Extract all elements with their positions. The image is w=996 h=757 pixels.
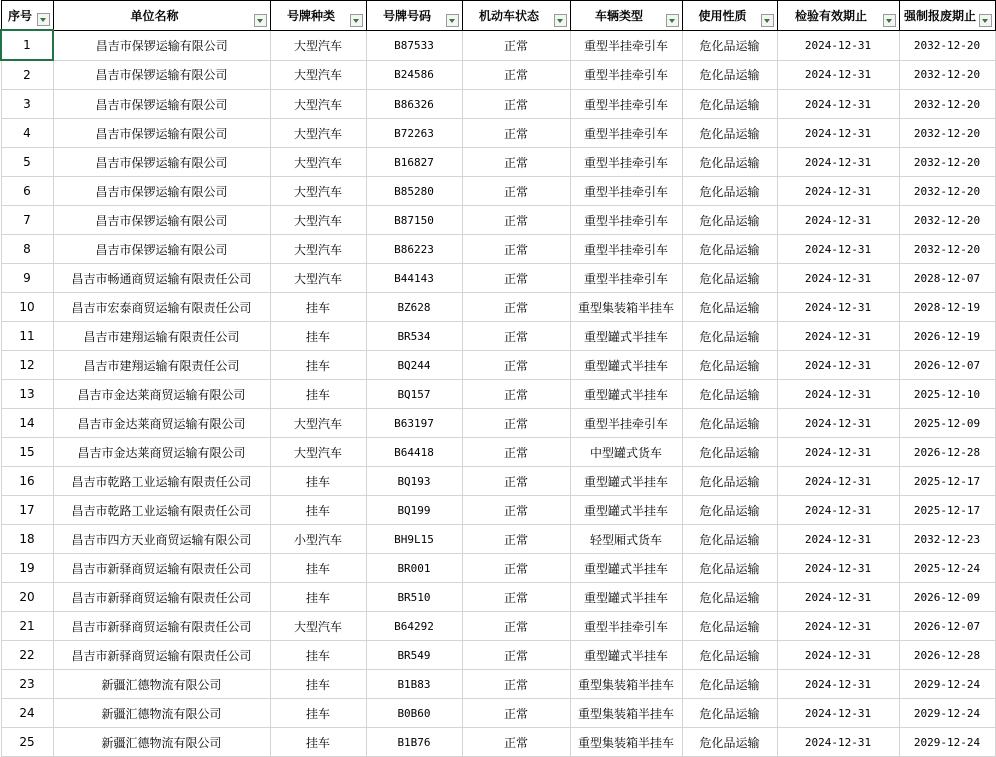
cell-plate-number[interactable]: B1B76	[366, 728, 462, 757]
cell-status[interactable]: 正常	[462, 496, 570, 525]
table-row	[1, 438, 995, 467]
column-header-label: 号牌号码	[382, 8, 431, 23]
cell-scrap-deadline[interactable]: 2032-12-20	[899, 119, 995, 148]
table-row	[1, 177, 995, 206]
cell-plate-type[interactable]: 大型汽车	[270, 264, 366, 293]
cell-inspection-expiry[interactable]: 2024-12-31	[777, 496, 899, 525]
cell-inspection-expiry[interactable]: 2024-12-31	[777, 322, 899, 351]
cell-inspection-expiry[interactable]: 2024-12-31	[777, 30, 899, 60]
cell-plate-number[interactable]: BZ628	[366, 293, 462, 322]
cell-scrap-deadline[interactable]: 2028-12-07	[899, 264, 995, 293]
table-row	[1, 90, 995, 119]
cell-usage[interactable]: 危化品运输	[682, 670, 777, 699]
cell-status[interactable]: 正常	[462, 409, 570, 438]
cell-status[interactable]: 正常	[462, 699, 570, 728]
cell-inspection-expiry[interactable]: 2024-12-31	[777, 554, 899, 583]
cell-usage[interactable]: 危化品运输	[682, 583, 777, 612]
cell-inspection-expiry[interactable]: 2024-12-31	[777, 467, 899, 496]
cell-usage[interactable]: 危化品运输	[682, 322, 777, 351]
cell-status[interactable]: 正常	[462, 467, 570, 496]
cell-usage[interactable]: 危化品运输	[682, 641, 777, 670]
table-row	[1, 206, 995, 235]
cell-company[interactable]: 昌吉市畅通商贸运输有限责任公司	[53, 264, 270, 293]
cell-plate-number[interactable]: BR510	[366, 583, 462, 612]
cell-plate-type[interactable]: 大型汽车	[270, 409, 366, 438]
cell-vehicle-type[interactable]: 重型半挂牵引车	[570, 206, 682, 235]
cell-inspection-expiry[interactable]: 2024-12-31	[777, 525, 899, 554]
cell-inspection-expiry[interactable]: 2024-12-31	[777, 293, 899, 322]
cell-company[interactable]: 昌吉市保锣运输有限公司	[53, 206, 270, 235]
cell-inspection-expiry[interactable]: 2024-12-31	[777, 380, 899, 409]
filter-dropdown-icon[interactable]	[350, 14, 363, 27]
cell-vehicle-type[interactable]: 重型罐式半挂车	[570, 351, 682, 380]
cell-seq[interactable]: 21	[1, 612, 53, 641]
cell-vehicle-type[interactable]: 重型罐式半挂车	[570, 380, 682, 409]
cell-plate-number[interactable]: BQ157	[366, 380, 462, 409]
table-row	[1, 641, 995, 670]
cell-seq[interactable]: 3	[1, 90, 53, 119]
cell-company[interactable]: 昌吉市乾路工业运输有限责任公司	[53, 467, 270, 496]
cell-status[interactable]: 正常	[462, 177, 570, 206]
cell-vehicle-type[interactable]: 重型半挂牵引车	[570, 148, 682, 177]
cell-plate-type[interactable]: 大型汽车	[270, 235, 366, 264]
column-header-scrap-deadline[interactable]	[899, 1, 995, 31]
cell-inspection-expiry[interactable]: 2024-12-31	[777, 583, 899, 612]
cell-seq[interactable]: 18	[1, 525, 53, 554]
cell-plate-type[interactable]: 大型汽车	[270, 612, 366, 641]
cell-vehicle-type[interactable]: 重型半挂牵引车	[570, 264, 682, 293]
filter-dropdown-icon[interactable]	[761, 14, 774, 27]
column-header-label: 号牌种类	[286, 8, 335, 23]
cell-company[interactable]: 新疆汇德物流有限公司	[53, 670, 270, 699]
cell-scrap-deadline[interactable]: 2032-12-20	[899, 177, 995, 206]
cell-plate-number[interactable]: B85280	[366, 177, 462, 206]
cell-vehicle-type[interactable]: 重型半挂牵引车	[570, 119, 682, 148]
cell-status[interactable]: 正常	[462, 90, 570, 119]
column-header-company[interactable]	[53, 1, 270, 31]
cell-company[interactable]: 昌吉市新驿商贸运输有限责任公司	[53, 612, 270, 641]
cell-plate-type[interactable]: 挂车	[270, 380, 366, 409]
table-row	[1, 467, 995, 496]
cell-plate-type[interactable]: 大型汽车	[270, 438, 366, 467]
cell-plate-type[interactable]: 挂车	[270, 496, 366, 525]
cell-vehicle-type[interactable]: 重型集装箱半挂车	[570, 293, 682, 322]
table-row	[1, 351, 995, 380]
cell-scrap-deadline[interactable]: 2032-12-23	[899, 525, 995, 554]
cell-scrap-deadline[interactable]: 2032-12-20	[899, 235, 995, 264]
cell-usage[interactable]: 危化品运输	[682, 90, 777, 119]
cell-vehicle-type[interactable]: 轻型厢式货车	[570, 525, 682, 554]
cell-usage[interactable]: 危化品运输	[682, 235, 777, 264]
cell-vehicle-type[interactable]: 重型罐式半挂车	[570, 322, 682, 351]
cell-scrap-deadline[interactable]: 2026-12-28	[899, 641, 995, 670]
cell-usage[interactable]: 危化品运输	[682, 409, 777, 438]
cell-company[interactable]: 昌吉市保锣运输有限公司	[53, 148, 270, 177]
cell-plate-number[interactable]: B64292	[366, 612, 462, 641]
header-row	[1, 1, 995, 31]
cell-plate-number[interactable]: BR534	[366, 322, 462, 351]
cell-vehicle-type[interactable]: 重型罐式半挂车	[570, 583, 682, 612]
table-row	[1, 60, 995, 90]
column-header-plate-type[interactable]	[270, 1, 366, 31]
cell-status[interactable]: 正常	[462, 380, 570, 409]
cell-inspection-expiry[interactable]: 2024-12-31	[777, 351, 899, 380]
cell-plate-type[interactable]: 大型汽车	[270, 148, 366, 177]
cell-scrap-deadline[interactable]: 2026-12-28	[899, 438, 995, 467]
cell-plate-number[interactable]: B0B60	[366, 699, 462, 728]
cell-scrap-deadline[interactable]: 2032-12-20	[899, 148, 995, 177]
cell-seq[interactable]: 8	[1, 235, 53, 264]
table-row	[1, 554, 995, 583]
cell-plate-type[interactable]: 大型汽车	[270, 90, 366, 119]
cell-company[interactable]: 昌吉市建翔运输有限责任公司	[53, 351, 270, 380]
cell-company[interactable]: 昌吉市四方天业商贸运输有限公司	[53, 525, 270, 554]
column-header-vehicle-type[interactable]	[570, 1, 682, 31]
cell-vehicle-type[interactable]: 重型半挂牵引车	[570, 30, 682, 60]
cell-plate-type[interactable]: 挂车	[270, 583, 366, 612]
cell-plate-type[interactable]: 挂车	[270, 351, 366, 380]
filter-dropdown-icon[interactable]	[446, 14, 459, 27]
cell-plate-number[interactable]: BQ193	[366, 467, 462, 496]
cell-plate-number[interactable]: BR001	[366, 554, 462, 583]
cell-plate-number[interactable]: B86326	[366, 90, 462, 119]
cell-seq[interactable]: 13	[1, 380, 53, 409]
cell-usage[interactable]: 危化品运输	[682, 496, 777, 525]
cell-scrap-deadline[interactable]: 2029-12-24	[899, 670, 995, 699]
cell-usage[interactable]: 危化品运输	[682, 264, 777, 293]
column-header-label: 使用性质	[698, 8, 747, 23]
table-row	[1, 409, 995, 438]
cell-status[interactable]: 正常	[462, 554, 570, 583]
cell-usage[interactable]: 危化品运输	[682, 206, 777, 235]
cell-company[interactable]: 新疆汇德物流有限公司	[53, 728, 270, 757]
cell-status[interactable]: 正常	[462, 728, 570, 757]
cell-inspection-expiry[interactable]: 2024-12-31	[777, 641, 899, 670]
cell-scrap-deadline[interactable]: 2032-12-20	[899, 30, 995, 60]
cell-scrap-deadline[interactable]: 2026-12-09	[899, 583, 995, 612]
cell-usage[interactable]: 危化品运输	[682, 467, 777, 496]
cell-vehicle-type[interactable]: 重型半挂牵引车	[570, 409, 682, 438]
cell-plate-number[interactable]: B72263	[366, 119, 462, 148]
table-body	[1, 30, 995, 757]
cell-plate-type[interactable]: 大型汽车	[270, 206, 366, 235]
cell-inspection-expiry[interactable]: 2024-12-31	[777, 206, 899, 235]
table-row	[1, 293, 995, 322]
cell-inspection-expiry[interactable]: 2024-12-31	[777, 90, 899, 119]
cell-plate-number[interactable]: B44143	[366, 264, 462, 293]
cell-inspection-expiry[interactable]: 2024-12-31	[777, 670, 899, 699]
cell-inspection-expiry[interactable]: 2024-12-31	[777, 409, 899, 438]
column-header-label: 机动车状态	[478, 8, 539, 23]
cell-plate-type[interactable]: 挂车	[270, 641, 366, 670]
cell-plate-number[interactable]: B87150	[366, 206, 462, 235]
cell-usage[interactable]: 危化品运输	[682, 612, 777, 641]
cell-usage[interactable]: 危化品运输	[682, 30, 777, 60]
column-header-label: 车辆类型	[594, 8, 643, 23]
cell-inspection-expiry[interactable]: 2024-12-31	[777, 438, 899, 467]
cell-plate-type[interactable]: 大型汽车	[270, 177, 366, 206]
cell-usage[interactable]: 危化品运输	[682, 60, 777, 90]
cell-seq[interactable]: 24	[1, 699, 53, 728]
cell-status[interactable]: 正常	[462, 30, 570, 60]
cell-plate-number[interactable]: BQ199	[366, 496, 462, 525]
cell-company[interactable]: 昌吉市乾路工业运输有限责任公司	[53, 496, 270, 525]
cell-status[interactable]: 正常	[462, 264, 570, 293]
filter-dropdown-icon[interactable]	[883, 14, 896, 27]
cell-plate-number[interactable]: B24586	[366, 60, 462, 90]
column-header-seq[interactable]	[1, 1, 53, 31]
cell-plate-type[interactable]: 挂车	[270, 467, 366, 496]
cell-seq[interactable]: 1	[1, 30, 53, 60]
column-header-inspection-expiry[interactable]	[777, 1, 899, 31]
cell-plate-number[interactable]: BR549	[366, 641, 462, 670]
cell-plate-type[interactable]: 大型汽车	[270, 119, 366, 148]
table-row	[1, 380, 995, 409]
column-header-status[interactable]	[462, 1, 570, 31]
cell-plate-type[interactable]: 挂车	[270, 728, 366, 757]
cell-inspection-expiry[interactable]: 2024-12-31	[777, 177, 899, 206]
cell-inspection-expiry[interactable]: 2024-12-31	[777, 699, 899, 728]
cell-usage[interactable]: 危化品运输	[682, 438, 777, 467]
cell-plate-type[interactable]: 大型汽车	[270, 30, 366, 60]
cell-company[interactable]: 昌吉市金达莱商贸运输有限公司	[53, 438, 270, 467]
cell-seq[interactable]: 10	[1, 293, 53, 322]
table-row	[1, 235, 995, 264]
cell-company[interactable]: 昌吉市建翔运输有限责任公司	[53, 322, 270, 351]
column-header-label: 检验有效期止	[794, 8, 867, 23]
cell-status[interactable]: 正常	[462, 119, 570, 148]
cell-plate-type[interactable]: 挂车	[270, 293, 366, 322]
cell-vehicle-type[interactable]: 重型集装箱半挂车	[570, 670, 682, 699]
cell-vehicle-type[interactable]: 重型半挂牵引车	[570, 90, 682, 119]
table-row	[1, 119, 995, 148]
table-row	[1, 525, 995, 554]
cell-inspection-expiry[interactable]: 2024-12-31	[777, 612, 899, 641]
cell-vehicle-type[interactable]: 重型半挂牵引车	[570, 177, 682, 206]
cell-seq[interactable]: 4	[1, 119, 53, 148]
column-header-label: 序号	[7, 8, 32, 23]
cell-plate-number[interactable]: BQ244	[366, 351, 462, 380]
table-row	[1, 264, 995, 293]
cell-scrap-deadline[interactable]: 2032-12-20	[899, 206, 995, 235]
cell-company[interactable]: 昌吉市新驿商贸运输有限责任公司	[53, 641, 270, 670]
cell-vehicle-type[interactable]: 重型罐式半挂车	[570, 554, 682, 583]
cell-inspection-expiry[interactable]: 2024-12-31	[777, 119, 899, 148]
cell-plate-number[interactable]: B87533	[366, 30, 462, 60]
cell-status[interactable]: 正常	[462, 206, 570, 235]
cell-seq[interactable]: 6	[1, 177, 53, 206]
cell-status[interactable]: 正常	[462, 148, 570, 177]
cell-plate-number[interactable]: BH9L15	[366, 525, 462, 554]
cell-seq[interactable]: 25	[1, 728, 53, 757]
cell-seq[interactable]: 2	[1, 60, 53, 90]
filter-dropdown-icon[interactable]	[666, 14, 679, 27]
cell-plate-number[interactable]: B86223	[366, 235, 462, 264]
cell-company[interactable]: 昌吉市新驿商贸运输有限责任公司	[53, 554, 270, 583]
filter-dropdown-icon[interactable]	[554, 14, 567, 27]
cell-vehicle-type[interactable]: 重型罐式半挂车	[570, 496, 682, 525]
cell-company[interactable]: 昌吉市保锣运输有限公司	[53, 90, 270, 119]
table-row	[1, 670, 995, 699]
cell-usage[interactable]: 危化品运输	[682, 351, 777, 380]
cell-scrap-deadline[interactable]: 2025-12-17	[899, 496, 995, 525]
table-row	[1, 30, 995, 60]
cell-seq[interactable]: 22	[1, 641, 53, 670]
cell-inspection-expiry[interactable]: 2024-12-31	[777, 60, 899, 90]
cell-status[interactable]: 正常	[462, 612, 570, 641]
cell-scrap-deadline[interactable]: 2025-12-10	[899, 380, 995, 409]
cell-status[interactable]: 正常	[462, 235, 570, 264]
filter-dropdown-icon[interactable]	[979, 14, 992, 27]
table-row	[1, 699, 995, 728]
cell-status[interactable]: 正常	[462, 525, 570, 554]
cell-plate-type[interactable]: 小型汽车	[270, 525, 366, 554]
cell-company[interactable]: 昌吉市金达莱商贸运输有限公司	[53, 380, 270, 409]
cell-seq[interactable]: 11	[1, 322, 53, 351]
table-row	[1, 583, 995, 612]
column-header-label: 强制报废期止	[903, 8, 976, 23]
table-row	[1, 148, 995, 177]
cell-usage[interactable]: 危化品运输	[682, 728, 777, 757]
cell-seq[interactable]: 19	[1, 554, 53, 583]
column-header-plate-number[interactable]	[366, 1, 462, 31]
cell-seq[interactable]: 17	[1, 496, 53, 525]
cell-seq[interactable]: 5	[1, 148, 53, 177]
cell-seq[interactable]: 14	[1, 409, 53, 438]
cell-status[interactable]: 正常	[462, 641, 570, 670]
cell-seq[interactable]: 12	[1, 351, 53, 380]
cell-inspection-expiry[interactable]: 2024-12-31	[777, 148, 899, 177]
cell-vehicle-type[interactable]: 重型集装箱半挂车	[570, 699, 682, 728]
cell-usage[interactable]: 危化品运输	[682, 177, 777, 206]
cell-scrap-deadline[interactable]: 2032-12-20	[899, 60, 995, 90]
cell-seq[interactable]: 20	[1, 583, 53, 612]
cell-vehicle-type[interactable]: 重型罐式半挂车	[570, 467, 682, 496]
cell-plate-type[interactable]: 挂车	[270, 554, 366, 583]
cell-company[interactable]: 昌吉市保锣运输有限公司	[53, 177, 270, 206]
cell-inspection-expiry[interactable]: 2024-12-31	[777, 728, 899, 757]
cell-seq[interactable]: 15	[1, 438, 53, 467]
cell-company[interactable]: 昌吉市新驿商贸运输有限责任公司	[53, 583, 270, 612]
cell-usage[interactable]: 危化品运输	[682, 525, 777, 554]
cell-status[interactable]: 正常	[462, 322, 570, 351]
column-header-usage[interactable]	[682, 1, 777, 31]
cell-plate-type[interactable]: 挂车	[270, 670, 366, 699]
cell-company[interactable]: 新疆汇德物流有限公司	[53, 699, 270, 728]
cell-company[interactable]: 昌吉市保锣运输有限公司	[53, 60, 270, 90]
table-row	[1, 728, 995, 757]
cell-scrap-deadline[interactable]: 2029-12-24	[899, 699, 995, 728]
cell-vehicle-type[interactable]: 重型半挂牵引车	[570, 612, 682, 641]
cell-plate-number[interactable]: B64418	[366, 438, 462, 467]
cell-status[interactable]: 正常	[462, 583, 570, 612]
cell-scrap-deadline[interactable]: 2029-12-24	[899, 728, 995, 757]
cell-scrap-deadline[interactable]: 2025-12-09	[899, 409, 995, 438]
cell-usage[interactable]: 危化品运输	[682, 699, 777, 728]
table-row	[1, 496, 995, 525]
cell-plate-type[interactable]: 挂车	[270, 322, 366, 351]
filter-dropdown-icon[interactable]	[37, 13, 50, 26]
cell-vehicle-type[interactable]: 重型罐式半挂车	[570, 641, 682, 670]
cell-plate-type[interactable]: 挂车	[270, 699, 366, 728]
cell-plate-type[interactable]: 大型汽车	[270, 60, 366, 90]
cell-status[interactable]: 正常	[462, 293, 570, 322]
cell-vehicle-type[interactable]: 中型罐式货车	[570, 438, 682, 467]
cell-company[interactable]: 昌吉市保锣运输有限公司	[53, 119, 270, 148]
cell-vehicle-type[interactable]: 重型半挂牵引车	[570, 60, 682, 90]
cell-usage[interactable]: 危化品运输	[682, 293, 777, 322]
table-row	[1, 322, 995, 351]
cell-status[interactable]: 正常	[462, 438, 570, 467]
cell-vehicle-type[interactable]: 重型半挂牵引车	[570, 235, 682, 264]
cell-status[interactable]: 正常	[462, 351, 570, 380]
cell-inspection-expiry[interactable]: 2024-12-31	[777, 264, 899, 293]
cell-seq[interactable]: 16	[1, 467, 53, 496]
cell-inspection-expiry[interactable]: 2024-12-31	[777, 235, 899, 264]
cell-scrap-deadline[interactable]: 2026-12-19	[899, 322, 995, 351]
cell-plate-number[interactable]: B16827	[366, 148, 462, 177]
filter-dropdown-icon[interactable]	[254, 14, 267, 27]
cell-scrap-deadline[interactable]: 2025-12-17	[899, 467, 995, 496]
cell-seq[interactable]: 9	[1, 264, 53, 293]
cell-scrap-deadline[interactable]: 2026-12-07	[899, 351, 995, 380]
cell-usage[interactable]: 危化品运输	[682, 380, 777, 409]
cell-plate-number[interactable]: B63197	[366, 409, 462, 438]
cell-seq[interactable]: 7	[1, 206, 53, 235]
cell-company[interactable]: 昌吉市保锣运输有限公司	[53, 30, 270, 60]
column-header-label: 单位名称	[130, 8, 179, 23]
cell-company[interactable]: 昌吉市宏泰商贸运输有限责任公司	[53, 293, 270, 322]
cell-vehicle-type[interactable]: 重型集装箱半挂车	[570, 728, 682, 757]
cell-status[interactable]: 正常	[462, 670, 570, 699]
cell-company[interactable]: 昌吉市金达莱商贸运输有限公司	[53, 409, 270, 438]
cell-scrap-deadline[interactable]: 2026-12-07	[899, 612, 995, 641]
cell-company[interactable]: 昌吉市保锣运输有限公司	[53, 235, 270, 264]
cell-scrap-deadline[interactable]: 2025-12-24	[899, 554, 995, 583]
table-row	[1, 612, 995, 641]
cell-status[interactable]: 正常	[462, 60, 570, 90]
cell-seq[interactable]: 23	[1, 670, 53, 699]
cell-usage[interactable]: 危化品运输	[682, 554, 777, 583]
cell-plate-number[interactable]: B1B83	[366, 670, 462, 699]
cell-usage[interactable]: 危化品运输	[682, 148, 777, 177]
cell-usage[interactable]: 危化品运输	[682, 119, 777, 148]
cell-scrap-deadline[interactable]: 2028-12-19	[899, 293, 995, 322]
cell-scrap-deadline[interactable]: 2032-12-20	[899, 90, 995, 119]
